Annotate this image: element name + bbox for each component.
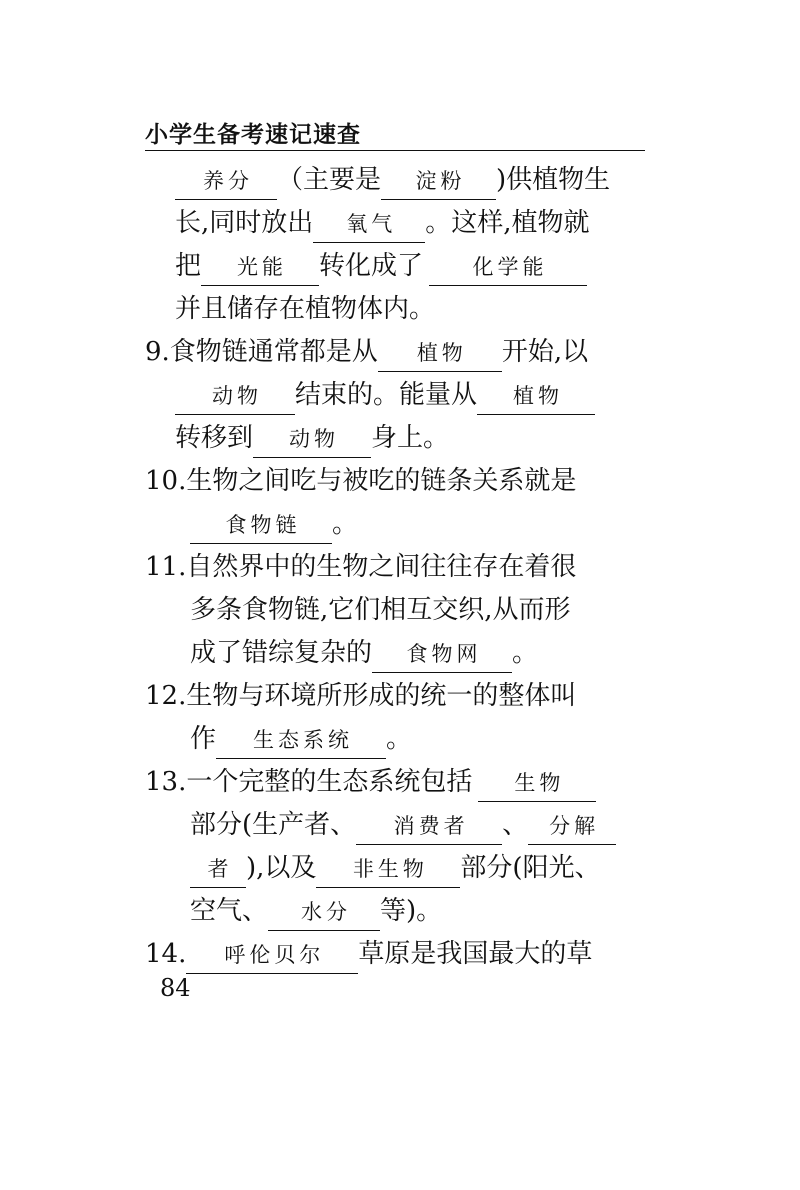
book-header-title: 小学生备考速记速查 bbox=[145, 122, 361, 148]
text-segment: 部分(生产者、 bbox=[190, 810, 357, 840]
text-segment: 长,同时放出 bbox=[175, 208, 314, 238]
answer-blank: 者 bbox=[190, 852, 246, 888]
answer-blank: 呼伦贝尔 bbox=[186, 938, 358, 974]
text-line bbox=[190, 806, 616, 844]
text-line bbox=[190, 505, 358, 543]
text-segment: 12.生物与环境所形成的统一的整体叫 bbox=[145, 681, 577, 711]
text-segment: 并且储存在植物体内。 bbox=[175, 294, 436, 324]
text-segment: 13.一个完整的生态系统包括 bbox=[145, 767, 473, 797]
page-number: 84 bbox=[160, 974, 191, 1002]
answer-blank: 食物链 bbox=[190, 508, 332, 544]
text-segment: 11.自然界中的生物之间往往存在着很 bbox=[145, 552, 577, 582]
answer-blank: 水分 bbox=[268, 895, 380, 931]
answer-blank: 生物 bbox=[478, 766, 596, 802]
text-line bbox=[175, 376, 595, 414]
text-segment: 。这样,植物就 bbox=[425, 208, 590, 238]
text-segment: 空气、 bbox=[190, 896, 269, 926]
text-line bbox=[190, 634, 538, 672]
text-segment: 成了错综复杂的 bbox=[190, 638, 373, 668]
answer-blank: 植物 bbox=[378, 336, 502, 372]
text-line bbox=[145, 763, 596, 801]
text-segment: 。 bbox=[386, 724, 413, 754]
text-line bbox=[145, 333, 588, 371]
text-line bbox=[175, 419, 449, 457]
text-line bbox=[145, 462, 576, 500]
text-line bbox=[175, 161, 610, 199]
text-segment: 把 bbox=[175, 251, 202, 281]
text-segment: 14. bbox=[145, 939, 187, 969]
text-segment: 10.生物之间吃与被吃的链条关系就是 bbox=[145, 466, 577, 496]
answer-blank: 动物 bbox=[175, 379, 295, 415]
text-segment: 开始,以 bbox=[501, 337, 589, 367]
text-segment: 。 bbox=[512, 638, 539, 668]
text-segment: 部分(阳光、 bbox=[460, 853, 601, 883]
answer-blank: 氧气 bbox=[313, 207, 425, 243]
text-line bbox=[175, 247, 587, 285]
answer-blank: 消费者 bbox=[356, 809, 502, 845]
answer-blank: 生态系统 bbox=[216, 723, 386, 759]
answer-blank: 淀粉 bbox=[381, 164, 496, 200]
text-line bbox=[190, 849, 601, 887]
text-line bbox=[190, 720, 412, 758]
text-segment: 9.食物链通常都是从 bbox=[145, 337, 378, 367]
text-line bbox=[145, 548, 576, 586]
answer-blank: 化学能 bbox=[429, 250, 587, 286]
text-line bbox=[145, 935, 592, 973]
answer-blank: 食物网 bbox=[372, 637, 512, 673]
text-segment: 身上。 bbox=[371, 423, 450, 453]
text-line bbox=[190, 892, 442, 930]
text-line bbox=[175, 290, 435, 328]
text-segment: ),以及 bbox=[246, 853, 317, 883]
text-segment: 、 bbox=[502, 810, 529, 840]
header-rule bbox=[145, 150, 645, 151]
text-line bbox=[145, 677, 576, 715]
text-segment: 多条食物链,它们相互交织,从而形 bbox=[190, 595, 571, 625]
text-line bbox=[190, 591, 571, 629]
text-line bbox=[175, 204, 590, 242]
answer-blank: 养分 bbox=[175, 164, 277, 200]
text-segment: 草原是我国最大的草 bbox=[358, 939, 593, 969]
text-segment: 转移到 bbox=[175, 423, 254, 453]
answer-blank: 植物 bbox=[477, 379, 595, 415]
text-segment: （主要是 bbox=[277, 165, 382, 195]
text-segment: 结束的。能量从 bbox=[295, 380, 478, 410]
text-segment: )供植物生 bbox=[496, 165, 611, 195]
answer-blank: 动物 bbox=[253, 422, 371, 458]
text-segment: 。 bbox=[332, 509, 359, 539]
text-segment: 等)。 bbox=[380, 896, 443, 926]
text-segment: 转化成了 bbox=[319, 251, 424, 281]
text-segment: 作 bbox=[190, 724, 217, 754]
answer-blank: 非生物 bbox=[316, 852, 460, 888]
answer-blank: 光能 bbox=[201, 250, 319, 286]
answer-blank: 分解 bbox=[528, 809, 616, 845]
